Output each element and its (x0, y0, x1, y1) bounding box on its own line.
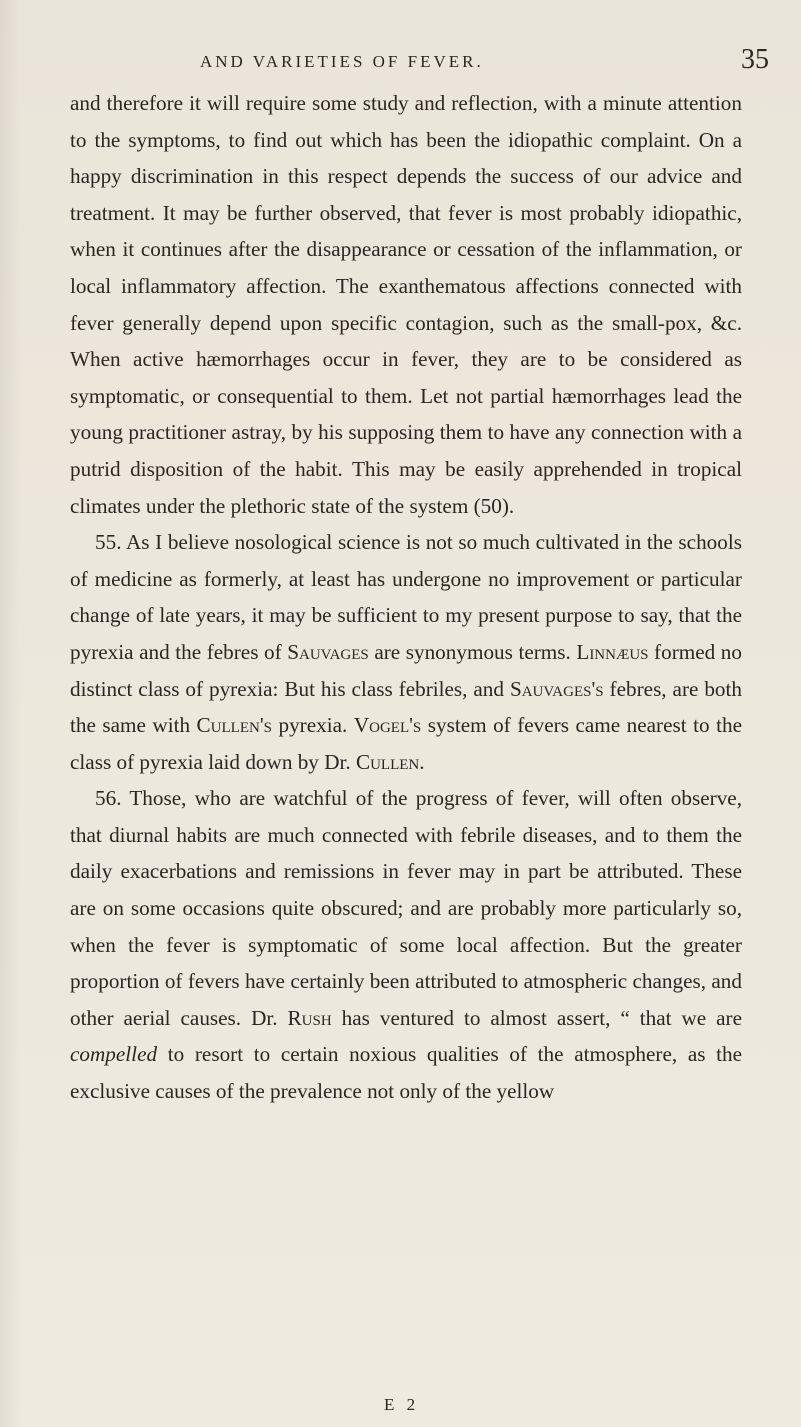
text-run: . (419, 749, 425, 774)
author-name: Cullen's (196, 713, 272, 738)
running-header: AND VARIETIES OF FEVER. (200, 52, 484, 71)
text-run: and therefore it will require some study and reflection, with a minute attention to the symptoms, to find out which has been the idiopathic complaint. On a happy discrimination in this respect depends the success of our advice and treatment. It may be further observed, that fever is most probably idiopathic, when it continues after the disappearance or cessation of the inflammation, or local inflammatory affection. The exanthematous affections connected with fever generally depend upon specific contagion, such as the small-pox, &c. When active hæmorrhages occur in fever, they are to be considered as symptomatic, or consequential to them. Let not partial hæmorrhages lead the young practitioner astray, by his supposing them to have any connection with a putrid disposition of the habit. This may be easily apprehended in tropical climates under the plethoric state of the system (50). (70, 91, 742, 518)
text-run: 56. Those, who are watchful of the progress of fever, will often observe, that diurnal habits are much connected with febrile diseases, and to them the daily exacerbations and remissions in fever may in part be attributed. These are on some occasions quite obscured; and are probably more particularly so, when the fever is symptomatic of some local affection. But the greater proportion of fevers have certainly been attributed to atmospheric changes, and other aerial causes. Dr. (70, 786, 742, 1030)
text-run: system of fevers came nearest to the class of pyrexia laid down by Dr. (70, 713, 742, 774)
author-name: Vogel's (353, 713, 422, 738)
emphasis: compelled (70, 1042, 158, 1067)
author-name: Sauvages's (509, 676, 604, 701)
author-name: Cullen (355, 749, 420, 774)
text-run: febres, are both the same with (70, 676, 742, 738)
paragraph-56 (70, 780, 742, 1109)
page-number: 35 (741, 44, 769, 75)
author-name: Sauvages (287, 639, 369, 664)
text-run: to resort to certain noxious qualities of the atmosphere, as the exclusive causes of the prevalence not only of the yellow (70, 1042, 742, 1104)
body-text (70, 85, 742, 1110)
paragraph-55 (70, 524, 742, 780)
text-run: pyrexia. (272, 713, 354, 738)
author-name: Linnæus (576, 639, 649, 664)
paragraph-continuation (70, 85, 742, 524)
text-run: are synonymous terms. (368, 639, 577, 664)
signature-mark: E 2 (384, 1395, 420, 1414)
text-run: 55. As I believe nosological science is not so much cultivated in the schools of medicine as formerly, at least has undergone no improvement or particular change of late years, it may be sufficient to my present purpose to say, that the pyrexia and the febres of (70, 530, 742, 664)
text-run: has ventured to almost assert, “ that we are (331, 1005, 742, 1030)
text-run: formed no distinct class of pyrexia: But his class febriles, and (70, 639, 742, 701)
author-name: Rush (287, 1005, 332, 1030)
